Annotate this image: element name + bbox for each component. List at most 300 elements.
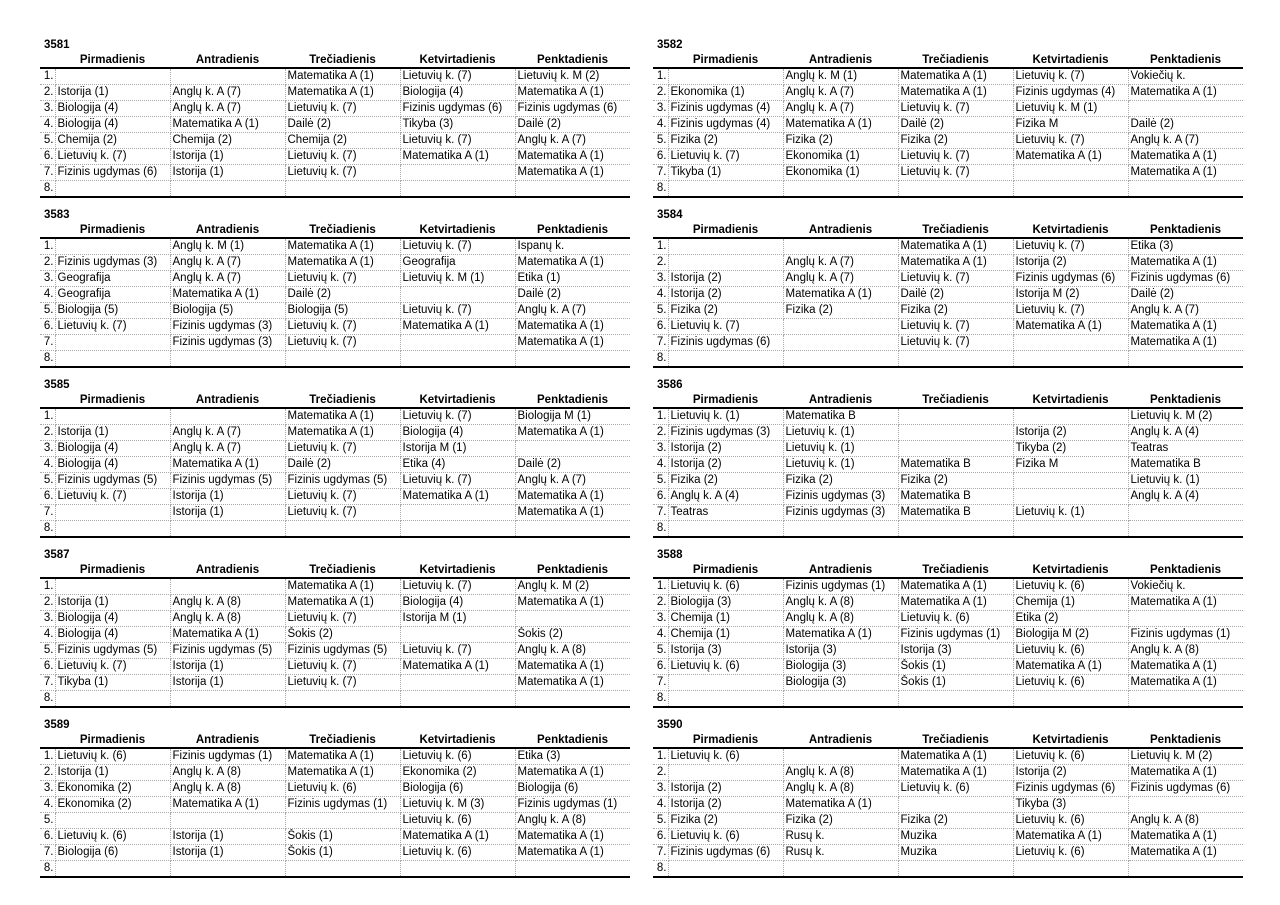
period-row	[653, 117, 1243, 133]
period-number: 1.	[653, 238, 668, 255]
period-number: 8.	[653, 521, 668, 538]
period-row	[40, 271, 630, 287]
period-row	[40, 505, 630, 521]
lesson-cell: Lietuvių k. M (1)	[1013, 101, 1128, 117]
lesson-cell: Lietuvių k. (6)	[285, 781, 400, 797]
day-header: Penktadienis	[515, 733, 630, 748]
lesson-cell: Istorija (2)	[1013, 255, 1128, 271]
period-header	[40, 223, 55, 238]
lesson-cell: Biologija (4)	[400, 595, 515, 611]
lesson-cell: Matematika A (1)	[285, 595, 400, 611]
lesson-cell: Biologija (4)	[55, 441, 170, 457]
lesson-cell: Lietuvių k. (1)	[783, 441, 898, 457]
schedule-table	[40, 733, 630, 878]
period-row	[653, 457, 1243, 473]
period-number: 1.	[653, 68, 668, 85]
lesson-cell	[55, 861, 170, 878]
lesson-cell: Fizinis ugdymas (3)	[783, 489, 898, 505]
period-row	[653, 85, 1243, 101]
lesson-cell: Anglų k. A (7)	[170, 441, 285, 457]
lesson-cell: Lietuvių k. (1)	[783, 457, 898, 473]
period-row	[40, 659, 630, 675]
lesson-cell: Dailė (2)	[285, 287, 400, 303]
lesson-cell	[515, 441, 630, 457]
period-number: 3.	[40, 441, 55, 457]
lesson-cell: Matematika A (1)	[1128, 829, 1243, 845]
lesson-cell	[400, 287, 515, 303]
lesson-cell: Matematika A (1)	[515, 595, 630, 611]
lesson-cell: Anglų k. A (8)	[170, 595, 285, 611]
timetable-3585	[40, 378, 617, 538]
lesson-cell: Anglų k. A (8)	[515, 643, 630, 659]
lesson-cell: Biologija (3)	[783, 675, 898, 691]
period-header	[40, 393, 55, 408]
period-row	[40, 441, 630, 457]
lesson-cell: Anglų k. A (4)	[1128, 425, 1243, 441]
lesson-cell: Fizika (2)	[668, 133, 783, 149]
lesson-cell	[1013, 691, 1128, 708]
lesson-cell	[898, 521, 1013, 538]
lesson-cell: Lietuvių k. (1)	[668, 408, 783, 425]
period-number: 4.	[40, 627, 55, 643]
lesson-cell: Fizinis ugdymas (1)	[783, 578, 898, 595]
day-header: Antradienis	[783, 733, 898, 748]
lesson-cell	[285, 813, 400, 829]
period-row	[653, 781, 1243, 797]
header-row	[653, 563, 1243, 578]
period-row	[653, 238, 1243, 255]
lesson-cell: Šokis (2)	[515, 627, 630, 643]
lesson-cell: Matematika A (1)	[285, 85, 400, 101]
lesson-cell	[285, 861, 400, 878]
period-number: 4.	[40, 457, 55, 473]
lesson-cell: Chemija (2)	[285, 133, 400, 149]
lesson-cell	[783, 335, 898, 351]
schedule-table	[40, 223, 630, 368]
period-row	[40, 691, 630, 708]
day-header: Ketvirtadienis	[1013, 563, 1128, 578]
lesson-cell: Istorija (1)	[55, 85, 170, 101]
lesson-cell	[170, 68, 285, 85]
lesson-cell: Fizinis ugdymas (6)	[1013, 271, 1128, 287]
day-header: Trečiadienis	[285, 223, 400, 238]
period-row	[40, 68, 630, 85]
lesson-cell: Etika (1)	[515, 271, 630, 287]
period-number: 2.	[40, 595, 55, 611]
lesson-cell: Fizika (2)	[668, 473, 783, 489]
lesson-cell: Teatras	[1128, 441, 1243, 457]
period-number: 2.	[653, 85, 668, 101]
lesson-cell	[400, 351, 515, 368]
lesson-cell: Fizinis ugdymas (6)	[55, 165, 170, 181]
lesson-cell: Matematika A (1)	[285, 408, 400, 425]
lesson-cell: Matematika A (1)	[1128, 85, 1243, 101]
lesson-cell: Anglų k. A (8)	[515, 813, 630, 829]
lesson-cell: Tikyba (2)	[1013, 441, 1128, 457]
period-row	[40, 748, 630, 765]
lesson-cell: Anglų k. A (8)	[783, 611, 898, 627]
lesson-cell: Fizinis ugdymas (4)	[668, 117, 783, 133]
lesson-cell: Matematika A (1)	[515, 85, 630, 101]
lesson-cell: Fizinis ugdymas (3)	[170, 335, 285, 351]
day-header: Penktadienis	[515, 223, 630, 238]
period-row	[40, 408, 630, 425]
lesson-cell: Matematika A (1)	[285, 578, 400, 595]
period-number: 4.	[653, 627, 668, 643]
lesson-cell: Anglų k. A (8)	[783, 781, 898, 797]
period-number: 3.	[40, 271, 55, 287]
lesson-cell	[285, 691, 400, 708]
lesson-cell: Šokis (1)	[285, 829, 400, 845]
period-row	[40, 287, 630, 303]
lesson-cell: Matematika B	[1128, 457, 1243, 473]
day-header: Ketvirtadienis	[1013, 733, 1128, 748]
lesson-cell: Lietuvių k. (6)	[668, 748, 783, 765]
lesson-cell: Matematika A (1)	[515, 425, 630, 441]
lesson-cell	[55, 351, 170, 368]
lesson-cell: Lietuvių k. (1)	[1128, 473, 1243, 489]
lesson-cell: Fizinis ugdymas (5)	[170, 473, 285, 489]
lesson-cell: Matematika A (1)	[898, 748, 1013, 765]
period-number: 7.	[40, 165, 55, 181]
lesson-cell: Ispanų k.	[515, 238, 630, 255]
lesson-cell	[668, 238, 783, 255]
lesson-cell	[55, 505, 170, 521]
lesson-cell: Matematika A (1)	[285, 238, 400, 255]
period-header	[40, 563, 55, 578]
day-header: Antradienis	[170, 563, 285, 578]
lesson-cell: Matematika A (1)	[515, 829, 630, 845]
period-number: 8.	[653, 181, 668, 198]
lesson-cell: Istorija (1)	[170, 829, 285, 845]
lesson-cell	[668, 675, 783, 691]
lesson-cell: Lietuvių k. (6)	[55, 829, 170, 845]
period-row	[653, 829, 1243, 845]
period-row	[40, 303, 630, 319]
lesson-cell	[1013, 351, 1128, 368]
period-row	[40, 165, 630, 181]
lesson-cell	[668, 765, 783, 781]
day-header: Penktadienis	[1128, 733, 1243, 748]
period-row	[653, 505, 1243, 521]
period-row	[653, 473, 1243, 489]
lesson-cell: Lietuvių k. (6)	[1013, 813, 1128, 829]
lesson-cell: Lietuvių k. (6)	[1013, 643, 1128, 659]
lesson-cell: Anglų k. A (4)	[1128, 489, 1243, 505]
lesson-cell	[783, 238, 898, 255]
lesson-cell: Istorija (2)	[668, 441, 783, 457]
lesson-cell	[400, 521, 515, 538]
lesson-cell: Dailė (2)	[1128, 117, 1243, 133]
lesson-cell	[55, 238, 170, 255]
day-header: Antradienis	[170, 223, 285, 238]
lesson-cell: Anglų k. A (8)	[170, 765, 285, 781]
lesson-cell: Matematika A (1)	[1128, 659, 1243, 675]
lesson-cell	[55, 181, 170, 198]
period-number: 5.	[40, 813, 55, 829]
lesson-cell: Ekonomika (1)	[668, 85, 783, 101]
period-number: 1.	[40, 578, 55, 595]
period-header	[653, 223, 668, 238]
lesson-cell	[400, 691, 515, 708]
lesson-cell	[1128, 797, 1243, 813]
day-header: Pirmadienis	[668, 393, 783, 408]
period-number: 8.	[40, 861, 55, 878]
period-number: 4.	[653, 287, 668, 303]
period-number: 6.	[653, 149, 668, 165]
period-row	[40, 781, 630, 797]
lesson-cell: Fizinis ugdymas (1)	[898, 627, 1013, 643]
lesson-cell	[668, 351, 783, 368]
class-id: 3583	[44, 209, 70, 221]
lesson-cell: Matematika A (1)	[515, 165, 630, 181]
period-row	[40, 319, 630, 335]
lesson-cell: Anglų k. A (4)	[668, 489, 783, 505]
class-id: 3586	[657, 379, 683, 391]
period-row	[40, 611, 630, 627]
period-row	[653, 165, 1243, 181]
class-id: 3581	[44, 39, 70, 51]
lesson-cell: Anglų k. A (7)	[783, 271, 898, 287]
lesson-cell: Lietuvių k. (7)	[55, 489, 170, 505]
lesson-cell: Lietuvių k. (7)	[285, 149, 400, 165]
schedule-table	[40, 393, 630, 538]
period-row	[653, 441, 1243, 457]
lesson-cell: Istorija (1)	[55, 425, 170, 441]
lesson-cell	[170, 813, 285, 829]
lesson-cell: Lietuvių k. (7)	[400, 238, 515, 255]
period-number: 5.	[653, 303, 668, 319]
lesson-cell: Matematika A (1)	[400, 659, 515, 675]
lesson-cell: Šokis (1)	[898, 659, 1013, 675]
lesson-cell: Biologija (6)	[400, 781, 515, 797]
timetable-3582	[653, 38, 1230, 198]
lesson-cell: Lietuvių k. (7)	[400, 68, 515, 85]
lesson-cell	[898, 351, 1013, 368]
period-header	[653, 563, 668, 578]
day-header: Antradienis	[170, 733, 285, 748]
lesson-cell: Lietuvių k. (6)	[55, 748, 170, 765]
lesson-cell	[1013, 408, 1128, 425]
lesson-cell: Fizinis ugdymas (1)	[515, 797, 630, 813]
lesson-cell: Matematika A (1)	[1128, 255, 1243, 271]
lesson-cell: Lietuvių k. (6)	[668, 829, 783, 845]
lesson-cell: Matematika A (1)	[515, 675, 630, 691]
timetable-3586	[653, 378, 1230, 538]
lesson-cell: Lietuvių k. (7)	[285, 611, 400, 627]
lesson-cell: Istorija (3)	[898, 643, 1013, 659]
lesson-cell: Lietuvių k. (6)	[1013, 845, 1128, 861]
lesson-cell: Fizika (2)	[668, 813, 783, 829]
day-header: Trečiadienis	[898, 53, 1013, 68]
lesson-cell: Anglų k. A (7)	[783, 101, 898, 117]
lesson-cell: Matematika A (1)	[400, 829, 515, 845]
period-header	[653, 53, 668, 68]
period-row	[653, 845, 1243, 861]
day-header: Ketvirtadienis	[1013, 393, 1128, 408]
lesson-cell: Anglų k. A (7)	[515, 473, 630, 489]
lesson-cell: Anglų k. A (7)	[170, 255, 285, 271]
class-id: 3585	[44, 379, 70, 391]
lesson-cell	[668, 255, 783, 271]
period-number: 8.	[40, 691, 55, 708]
lesson-cell	[668, 691, 783, 708]
day-header: Pirmadienis	[668, 563, 783, 578]
lesson-cell: Lietuvių k. (7)	[285, 271, 400, 287]
lesson-cell: Lietuvių k. (7)	[898, 319, 1013, 335]
period-row	[40, 117, 630, 133]
period-row	[40, 489, 630, 505]
lesson-cell	[170, 691, 285, 708]
lesson-cell: Matematika A (1)	[170, 627, 285, 643]
period-header	[653, 733, 668, 748]
period-row	[653, 748, 1243, 765]
lesson-cell: Anglų k. A (7)	[1128, 303, 1243, 319]
lesson-cell	[1128, 611, 1243, 627]
lesson-cell: Matematika A (1)	[170, 797, 285, 813]
lesson-cell	[55, 521, 170, 538]
lesson-cell: Matematika A (1)	[285, 255, 400, 271]
lesson-cell	[783, 521, 898, 538]
period-row	[653, 813, 1243, 829]
lesson-cell: Anglų k. M (2)	[515, 578, 630, 595]
lesson-cell: Matematika A (1)	[898, 238, 1013, 255]
lesson-cell: Matematika A (1)	[783, 797, 898, 813]
period-number: 3.	[653, 781, 668, 797]
lesson-cell: Lietuvių k. (7)	[400, 408, 515, 425]
period-row	[40, 675, 630, 691]
day-header: Penktadienis	[515, 393, 630, 408]
lesson-cell: Geografija	[400, 255, 515, 271]
lesson-cell	[400, 675, 515, 691]
period-row	[653, 287, 1243, 303]
lesson-cell: Šokis (1)	[285, 845, 400, 861]
lesson-cell: Lietuvių k. (7)	[55, 319, 170, 335]
period-number: 6.	[40, 829, 55, 845]
schedule-table	[653, 733, 1243, 878]
period-number: 3.	[653, 271, 668, 287]
lesson-cell: Fizinis ugdymas (6)	[668, 335, 783, 351]
lesson-cell: Lietuvių k. (7)	[898, 271, 1013, 287]
lesson-cell: Fizika M	[1013, 117, 1128, 133]
lesson-cell: Matematika A (1)	[515, 489, 630, 505]
lesson-cell: Matematika A (1)	[1013, 659, 1128, 675]
lesson-cell	[783, 181, 898, 198]
period-number: 1.	[40, 408, 55, 425]
lesson-cell: Istorija (2)	[668, 457, 783, 473]
lesson-cell	[1128, 521, 1243, 538]
lesson-cell: Istorija (1)	[55, 595, 170, 611]
lesson-cell: Dailė (2)	[898, 287, 1013, 303]
period-row	[40, 101, 630, 117]
lesson-cell: Chemija (2)	[55, 133, 170, 149]
lesson-cell	[783, 748, 898, 765]
lesson-cell: Matematika A (1)	[783, 627, 898, 643]
lesson-cell: Lietuvių k. (7)	[668, 319, 783, 335]
lesson-cell: Etika (3)	[515, 748, 630, 765]
lesson-cell: Anglų k. A (7)	[515, 303, 630, 319]
lesson-cell	[1013, 473, 1128, 489]
lesson-cell: Šokis (1)	[898, 675, 1013, 691]
lesson-cell: Anglų k. M (1)	[783, 68, 898, 85]
period-row	[40, 85, 630, 101]
lesson-cell	[898, 691, 1013, 708]
lesson-cell: Istorija (1)	[55, 765, 170, 781]
lesson-cell: Dailė (2)	[515, 117, 630, 133]
period-row	[653, 659, 1243, 675]
lesson-cell: Anglų k. A (7)	[170, 101, 285, 117]
lesson-cell: Rusų k.	[783, 845, 898, 861]
lesson-cell: Anglų k. A (7)	[783, 85, 898, 101]
lesson-cell: Fizinis ugdymas (5)	[285, 473, 400, 489]
schedule-table	[653, 223, 1243, 368]
lesson-cell: Biologija M (1)	[515, 408, 630, 425]
day-header: Penktadienis	[1128, 53, 1243, 68]
lesson-cell	[55, 813, 170, 829]
lesson-cell	[1013, 335, 1128, 351]
lesson-cell: Fizika (2)	[783, 473, 898, 489]
lesson-cell: Lietuvių k. (7)	[285, 319, 400, 335]
period-number: 3.	[653, 611, 668, 627]
lesson-cell: Istorija (2)	[668, 797, 783, 813]
day-header: Antradienis	[783, 53, 898, 68]
day-header: Antradienis	[783, 393, 898, 408]
lesson-cell: Matematika A (1)	[515, 659, 630, 675]
lesson-cell	[668, 861, 783, 878]
header-row	[40, 53, 630, 68]
lesson-cell: Matematika A (1)	[783, 287, 898, 303]
period-row	[40, 473, 630, 489]
lesson-cell: Biologija (6)	[515, 781, 630, 797]
lesson-cell: Matematika A (1)	[898, 85, 1013, 101]
lesson-cell: Biologija (4)	[400, 85, 515, 101]
day-header: Ketvirtadienis	[400, 733, 515, 748]
period-row	[653, 408, 1243, 425]
lesson-cell: Istorija (1)	[170, 845, 285, 861]
period-number: 7.	[653, 505, 668, 521]
lesson-cell: Fizinis ugdymas (6)	[1013, 781, 1128, 797]
period-row	[653, 595, 1243, 611]
lesson-cell: Istorija (1)	[170, 165, 285, 181]
lesson-cell	[55, 335, 170, 351]
period-row	[653, 319, 1243, 335]
period-header	[653, 393, 668, 408]
lesson-cell: Lietuvių k. (7)	[1013, 303, 1128, 319]
lesson-cell: Lietuvių k. (7)	[285, 505, 400, 521]
period-row	[653, 181, 1243, 198]
period-row	[40, 133, 630, 149]
day-header: Penktadienis	[1128, 393, 1243, 408]
lesson-cell: Lietuvių k. (7)	[400, 643, 515, 659]
period-row	[40, 149, 630, 165]
lesson-cell: Biologija (5)	[285, 303, 400, 319]
period-row	[653, 765, 1243, 781]
lesson-cell	[1128, 351, 1243, 368]
period-number: 2.	[653, 255, 668, 271]
lesson-cell: Anglų k. A (7)	[170, 85, 285, 101]
period-header	[40, 53, 55, 68]
lesson-cell: Biologija (4)	[55, 457, 170, 473]
lesson-cell: Tikyba (3)	[1013, 797, 1128, 813]
schedule-table	[653, 563, 1243, 708]
lesson-cell: Anglų k. A (8)	[170, 611, 285, 627]
lesson-cell: Matematika A (1)	[898, 595, 1013, 611]
lesson-cell	[898, 441, 1013, 457]
lesson-cell	[515, 611, 630, 627]
period-number: 6.	[653, 829, 668, 845]
lesson-cell: Lietuvių k. (6)	[1013, 578, 1128, 595]
lesson-cell: Matematika B	[783, 408, 898, 425]
